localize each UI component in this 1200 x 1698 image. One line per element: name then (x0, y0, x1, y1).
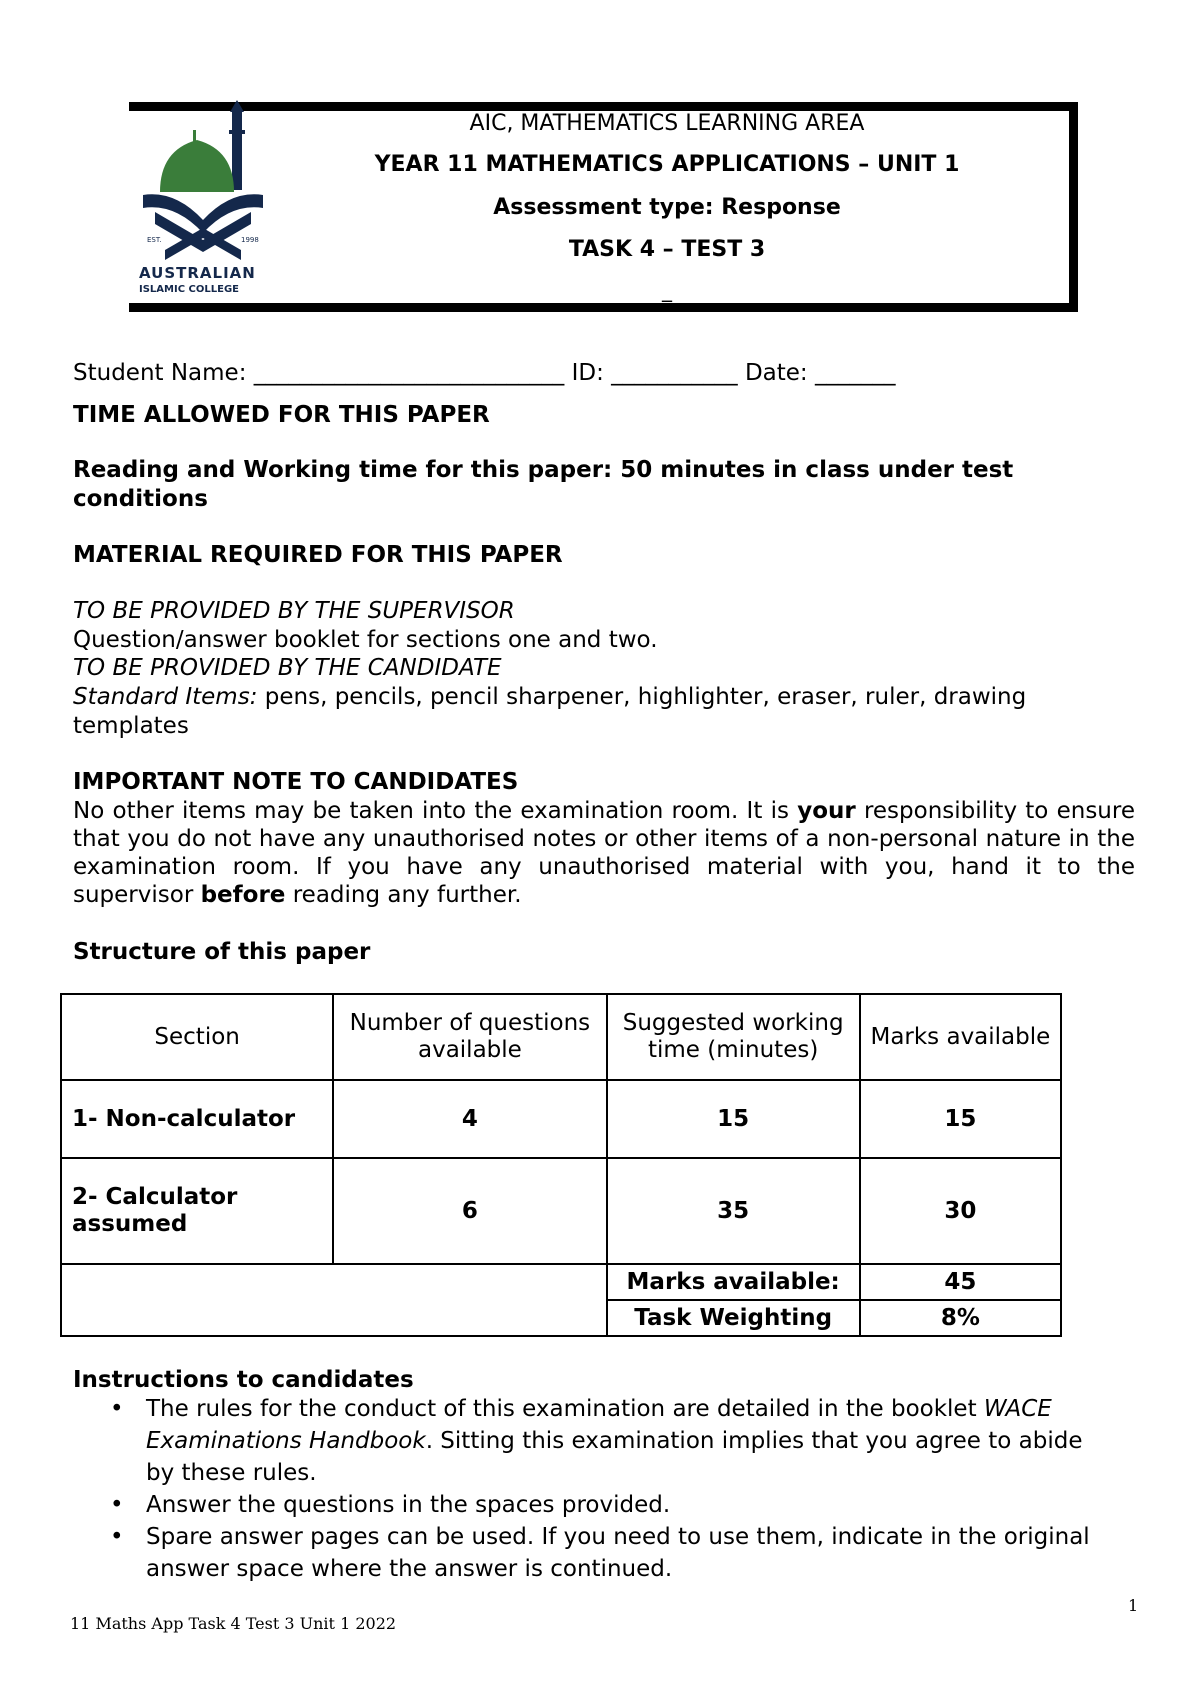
instruction-1-text: The rules for the conduct of this examination are detailed in the booklet (146, 1396, 984, 1422)
logo-name: AUSTRALIAN (139, 264, 256, 282)
important-bold-before: before (200, 882, 286, 908)
table-row (61, 1080, 1061, 1158)
table-header-row (61, 994, 1061, 1080)
reading-time-line-2: conditions (73, 486, 208, 512)
logo-dome (160, 140, 234, 192)
logo-subname: ISLAMIC COLLEGE (139, 284, 239, 295)
page-number: 1 (1128, 1596, 1139, 1615)
supervisor-heading: TO BE PROVIDED BY THE SUPERVISOR (73, 598, 515, 624)
header-line-4: TASK 4 – TEST 3 (568, 237, 766, 262)
table-cell-marks: 15 (860, 1080, 1061, 1158)
instruction-1-italic: WACE Examinations Handbook (146, 1396, 1052, 1454)
candidate-heading: TO BE PROVIDED BY THE CANDIDATE (73, 655, 502, 681)
instruction-1-text-2: . Sitting this examination implies that you agree to abide by these rules. (146, 1428, 1083, 1486)
table-cell-section: 1- Non-calculator (61, 1080, 333, 1158)
standard-items-label: Standard Items: (73, 684, 258, 710)
header-line-1: AIC, MATHEMATICS LEARNING AREA (469, 111, 865, 136)
marks-available-label: Marks available: (607, 1264, 860, 1300)
logo-est-right: 1998 (241, 236, 259, 244)
logo-minaret (232, 110, 242, 190)
important-paragraph (73, 797, 1135, 909)
reading-time-line-1: Reading and Working time for this paper: 50 minutes in class under test (73, 457, 1014, 483)
logo-est-left: EST. (147, 236, 162, 244)
supervisor-item: Question/answer booklet for sections one and two. (73, 627, 658, 653)
table-header-cell: Marks available (860, 994, 1061, 1080)
important-text-2: responsibility to ensure that you do not have any unauthorised notes or other items of a non-personal nature in the examination room. If you have any unauthorised material with you, hand it to the supervisor (73, 798, 1135, 908)
important-bold-your: your (797, 798, 856, 824)
instructions-list (100, 1393, 1110, 1585)
structure-heading: Structure of this paper (73, 939, 371, 965)
bullet-icon: • (110, 1396, 124, 1422)
table-total-row (61, 1264, 1061, 1300)
material-heading: MATERIAL REQUIRED FOR THIS PAPER (73, 542, 563, 568)
time-allowed-heading: TIME ALLOWED FOR THIS PAPER (73, 402, 490, 428)
footer-text: 11 Maths App Task 4 Test 3 Unit 1 2022 (70, 1614, 397, 1633)
task-weighting-value: 8% (860, 1300, 1061, 1336)
table-cell-questions: 4 (333, 1080, 606, 1158)
instructions-heading: Instructions to candidates (73, 1367, 414, 1393)
task-weighting-label: Task Weighting (607, 1300, 860, 1336)
list-item (100, 1489, 1110, 1521)
table-cell-questions: 6 (333, 1158, 606, 1264)
important-heading: IMPORTANT NOTE TO CANDIDATES (73, 769, 519, 795)
college-logo (135, 100, 271, 296)
important-text-3: reading any further. (285, 882, 522, 908)
list-item (100, 1393, 1110, 1489)
student-details-line: Student Name: ___________________________ ID: ___________ Date: _______ (73, 360, 896, 386)
table-cell-time: 15 (607, 1080, 860, 1158)
instruction-2-text: Answer the questions in the spaces provided. (146, 1492, 671, 1518)
standard-items-line (73, 683, 1026, 711)
standard-items-text: pens, pencils, pencil sharpener, highlighter, eraser, ruler, drawing (257, 684, 1027, 710)
table-row (61, 1158, 1061, 1264)
structure-table (60, 993, 1062, 1337)
table-header-cell: Section (61, 994, 333, 1080)
header-line-2: YEAR 11 MATHEMATICS APPLICATIONS – UNIT 1 (374, 152, 960, 177)
marks-available-value: 45 (860, 1264, 1061, 1300)
standard-items-line-2: templates (73, 713, 189, 739)
header-line-5: _ (662, 278, 672, 302)
table-header-cell: Suggested working time (minutes) (607, 994, 860, 1080)
bullet-icon: • (110, 1524, 124, 1550)
instruction-3-text: Spare answer pages can be used. If you need to use them, indicate in the original answer space where the answer is continued. (146, 1524, 1090, 1582)
table-cell-section: 2- Calculator assumed (61, 1158, 333, 1264)
header-line-3: Assessment type: Response (493, 195, 841, 220)
table-empty-cell (61, 1264, 607, 1336)
list-item (100, 1521, 1110, 1585)
table-cell-marks: 30 (860, 1158, 1061, 1264)
bullet-icon: • (110, 1492, 124, 1518)
table-header-cell: Number of questions available (333, 994, 606, 1080)
table-cell-time: 35 (607, 1158, 860, 1264)
important-text-1: No other items may be taken into the examination room. It is (73, 798, 798, 824)
